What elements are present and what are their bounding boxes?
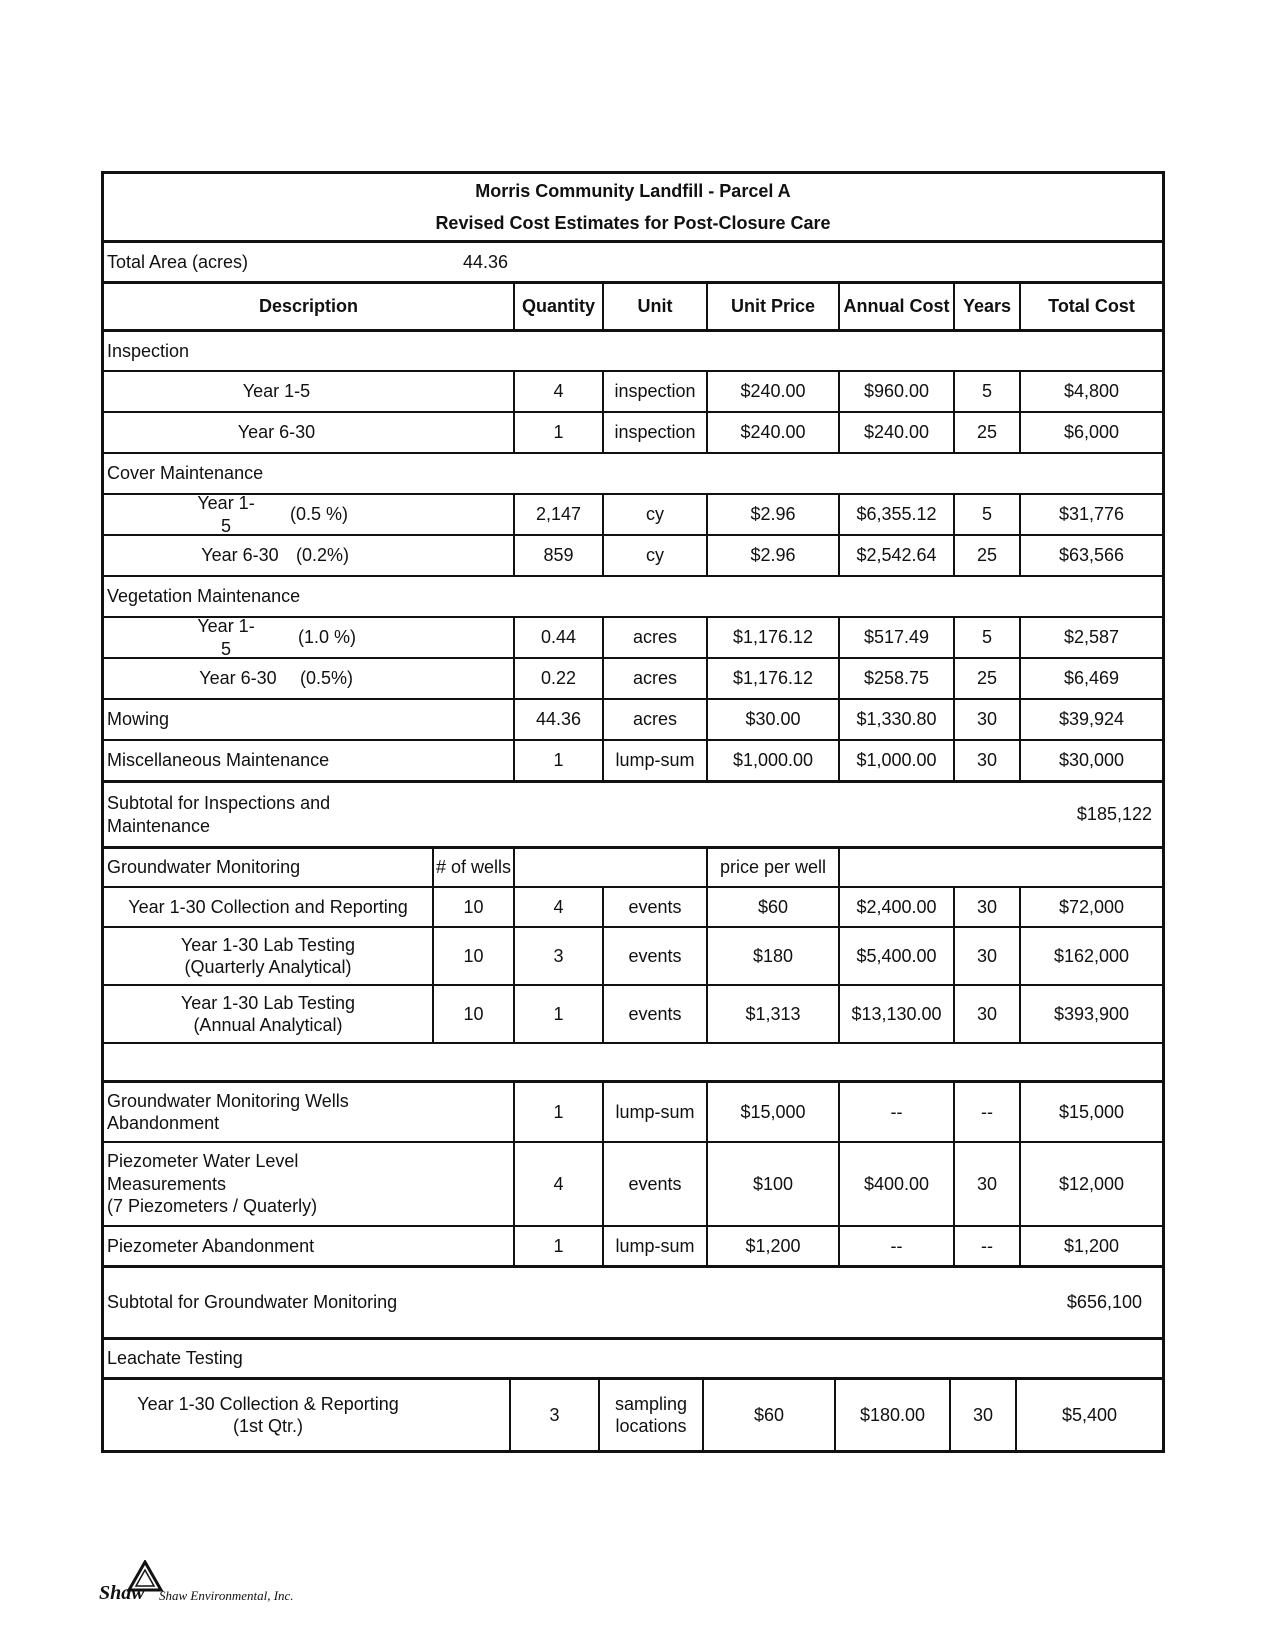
row-total-cost: $31,776: [1019, 495, 1162, 534]
row-description: Miscellaneous Maintenance: [107, 750, 330, 771]
section-groundwater-monitoring: [104, 846, 1162, 886]
row-total-cost: $39,924: [1019, 700, 1162, 739]
row-unit-price: $240.00: [706, 372, 838, 411]
row-annual-cost: $2,400.00: [838, 888, 953, 926]
row-description: Piezometer Abandonment: [107, 1235, 315, 1256]
row-description: [144, 536, 474, 575]
section-label: Groundwater Monitoring: [107, 857, 301, 878]
row-unit: acres: [602, 659, 706, 698]
table-title-block: [104, 174, 1162, 240]
row-quantity: 3: [509, 1380, 598, 1450]
row-unit: cy: [602, 495, 706, 534]
row-wells: 10: [432, 928, 513, 984]
row-percent: (0.5%): [300, 668, 354, 689]
row-years: 30: [953, 888, 1019, 926]
row-years: 5: [953, 618, 1019, 657]
row-annual-cost: --: [838, 1227, 953, 1265]
company-logo: [99, 1560, 359, 1604]
row-quantity: 1: [513, 413, 602, 452]
row-period: Year 1-5: [197, 616, 255, 659]
row-percent: (0.2%): [296, 545, 350, 566]
row-description: Year 1-30 Collection & Reporting (1st Qtr.): [137, 1393, 399, 1436]
row-unit: events: [602, 888, 706, 926]
row-unit: inspection: [602, 413, 706, 452]
row-unit: cy: [602, 536, 706, 575]
row-description: Year 1-5: [242, 381, 311, 402]
section-label: Inspection: [107, 340, 190, 361]
table-row: [104, 698, 1162, 739]
row-quantity: 1: [513, 986, 602, 1042]
row-years: 25: [953, 659, 1019, 698]
row-quantity: 0.44: [513, 618, 602, 657]
row-total-cost: $6,000: [1019, 413, 1162, 452]
row-percent: (0.5 %): [290, 504, 349, 525]
section-inspection: [104, 332, 1162, 370]
row-unit-price: $1,176.12: [706, 659, 838, 698]
row-unit-price: $60: [702, 1380, 834, 1450]
row-total-cost: $2,587: [1019, 618, 1162, 657]
header-description: Description: [258, 296, 359, 317]
company-name: Shaw Environmental, Inc.: [159, 1588, 294, 1603]
document-title: Morris Community Landfill - Parcel A: [475, 180, 791, 201]
row-quantity: 0.22: [513, 659, 602, 698]
section-leachate-testing: [104, 1337, 1162, 1377]
row-years: 30: [953, 1143, 1019, 1225]
row-years: 30: [953, 700, 1019, 739]
row-unit-price: $1,176.12: [706, 618, 838, 657]
row-period: Year 1-5: [197, 493, 255, 536]
row-unit-price: $180: [706, 928, 838, 984]
row-description: Groundwater Monitoring Wells Abandonment: [107, 1090, 349, 1133]
row-annual-cost: $400.00: [838, 1143, 953, 1225]
subtotal-label: Subtotal for Groundwater Monitoring: [107, 1292, 398, 1313]
row-quantity: 859: [513, 536, 602, 575]
row-years: --: [953, 1227, 1019, 1265]
row-total-cost: $1,200: [1019, 1227, 1162, 1265]
table-row: [104, 1225, 1162, 1265]
row-unit-price: $1,313: [706, 986, 838, 1042]
row-years: --: [953, 1083, 1019, 1141]
row-unit: sampling locations: [598, 1380, 702, 1450]
total-area-value: 44.36: [463, 251, 509, 272]
table-header-row: [104, 281, 1162, 332]
row-unit-price: $30.00: [706, 700, 838, 739]
table-row: [104, 1080, 1162, 1141]
row-description: Piezometer Water Level Measurements (7 Piezometers / Quaterly): [107, 1151, 318, 1217]
header-unit-price: Unit Price: [706, 284, 838, 329]
row-quantity: 1: [513, 1083, 602, 1141]
total-area-label: Total Area (acres): [107, 251, 249, 272]
row-unit: inspection: [602, 372, 706, 411]
row-annual-cost: $258.75: [838, 659, 953, 698]
row-unit-price: $2.96: [706, 495, 838, 534]
header-price-per-well: price per well: [706, 849, 838, 886]
row-unit: acres: [602, 700, 706, 739]
row-wells: 10: [432, 986, 513, 1042]
row-unit: events: [602, 928, 706, 984]
header-total-cost: Total Cost: [1019, 284, 1162, 329]
row-annual-cost: $13,130.00: [838, 986, 953, 1042]
row-annual-cost: $1,330.80: [838, 700, 953, 739]
logo-word: Shaw: [99, 1582, 145, 1604]
row-percent: (1.0 %): [298, 627, 357, 648]
row-total-cost: $12,000: [1019, 1143, 1162, 1225]
row-years: 5: [953, 495, 1019, 534]
row-total-cost: $63,566: [1019, 536, 1162, 575]
row-total-cost: $5,400: [1015, 1380, 1162, 1450]
blank-row: [104, 1042, 1162, 1080]
header-unit: Unit: [602, 284, 706, 329]
table-row: [104, 886, 1162, 926]
table-row: [104, 411, 1162, 452]
row-description: Year 6-30: [237, 422, 316, 443]
table-row: [104, 493, 1162, 534]
row-wells: 10: [432, 888, 513, 926]
table-row: [104, 534, 1162, 575]
total-area-row: [104, 240, 1162, 281]
row-total-cost: $162,000: [1019, 928, 1162, 984]
row-unit: lump-sum: [602, 741, 706, 780]
row-period: Year 6-30: [201, 545, 279, 566]
subtotal-value: $656,100: [1066, 1292, 1142, 1313]
row-description: Year 1-30 Collection and Reporting: [128, 896, 408, 917]
row-years: 5: [953, 372, 1019, 411]
row-unit: events: [602, 1143, 706, 1225]
row-unit-price: $15,000: [706, 1083, 838, 1141]
row-quantity: 1: [513, 741, 602, 780]
subtotal-inspections-row: [104, 780, 1162, 846]
section-label: Vegetation Maintenance: [107, 586, 301, 607]
row-unit-price: $1,000.00: [706, 741, 838, 780]
row-description: [144, 495, 474, 534]
row-years: 30: [953, 741, 1019, 780]
section-label: Leachate Testing: [107, 1348, 243, 1369]
table-row: [104, 657, 1162, 698]
row-annual-cost: $6,355.12: [838, 495, 953, 534]
subtotal-groundwater-row: [104, 1265, 1162, 1337]
table-row: [104, 984, 1162, 1042]
row-quantity: 2,147: [513, 495, 602, 534]
header-blank-right: [838, 849, 1162, 886]
table-row: [104, 926, 1162, 984]
subtotal-label: Subtotal for Inspections and Maintenance: [107, 793, 331, 836]
header-blank: [513, 849, 706, 886]
row-description: Year 1-30 Lab Testing (Quarterly Analytical): [180, 934, 356, 977]
header-quantity: Quantity: [513, 284, 602, 329]
header-wells: # of wells: [432, 849, 513, 886]
row-annual-cost: $2,542.64: [838, 536, 953, 575]
row-unit: lump-sum: [602, 1227, 706, 1265]
row-annual-cost: --: [838, 1083, 953, 1141]
row-description: Mowing: [107, 709, 170, 730]
row-years: 30: [949, 1380, 1015, 1450]
row-unit-price: $2.96: [706, 536, 838, 575]
row-quantity: 4: [513, 372, 602, 411]
row-quantity: 4: [513, 1143, 602, 1225]
header-years: Years: [953, 284, 1019, 329]
row-unit: lump-sum: [602, 1083, 706, 1141]
row-total-cost: $15,000: [1019, 1083, 1162, 1141]
row-quantity: 1: [513, 1227, 602, 1265]
row-total-cost: $4,800: [1019, 372, 1162, 411]
row-quantity: 3: [513, 928, 602, 984]
row-unit-price: $100: [706, 1143, 838, 1225]
section-vegetation-maintenance: [104, 575, 1162, 616]
header-annual-cost: Annual Cost: [838, 284, 953, 329]
row-description: [144, 618, 474, 657]
row-unit-price: $1,200: [706, 1227, 838, 1265]
row-years: 30: [953, 928, 1019, 984]
subtotal-value: $185,122: [1076, 804, 1152, 825]
table-row: [104, 1141, 1162, 1225]
row-annual-cost: $960.00: [838, 372, 953, 411]
row-annual-cost: $1,000.00: [838, 741, 953, 780]
table-row: [104, 1377, 1162, 1450]
cost-estimate-table: [101, 171, 1165, 1453]
row-total-cost: $72,000: [1019, 888, 1162, 926]
row-total-cost: $6,469: [1019, 659, 1162, 698]
row-years: 25: [953, 536, 1019, 575]
row-quantity: 44.36: [513, 700, 602, 739]
row-years: 30: [953, 986, 1019, 1042]
table-row: [104, 739, 1162, 780]
row-unit: events: [602, 986, 706, 1042]
row-unit: acres: [602, 618, 706, 657]
row-annual-cost: $517.49: [838, 618, 953, 657]
row-period: Year 6-30: [199, 668, 277, 689]
row-unit-price: $60: [706, 888, 838, 926]
table-row: [104, 616, 1162, 657]
table-row: [104, 370, 1162, 411]
row-unit-price: $240.00: [706, 413, 838, 452]
row-annual-cost: $240.00: [838, 413, 953, 452]
section-label: Cover Maintenance: [107, 463, 264, 484]
row-annual-cost: $5,400.00: [838, 928, 953, 984]
row-description: Year 1-30 Lab Testing (Annual Analytical): [180, 992, 356, 1035]
row-years: 25: [953, 413, 1019, 452]
document-subtitle: Revised Cost Estimates for Post-Closure Care: [435, 212, 831, 233]
row-quantity: 4: [513, 888, 602, 926]
row-description: [144, 659, 474, 698]
section-cover-maintenance: [104, 452, 1162, 493]
row-total-cost: $393,900: [1019, 986, 1162, 1042]
row-total-cost: $30,000: [1019, 741, 1162, 780]
row-annual-cost: $180.00: [834, 1380, 949, 1450]
